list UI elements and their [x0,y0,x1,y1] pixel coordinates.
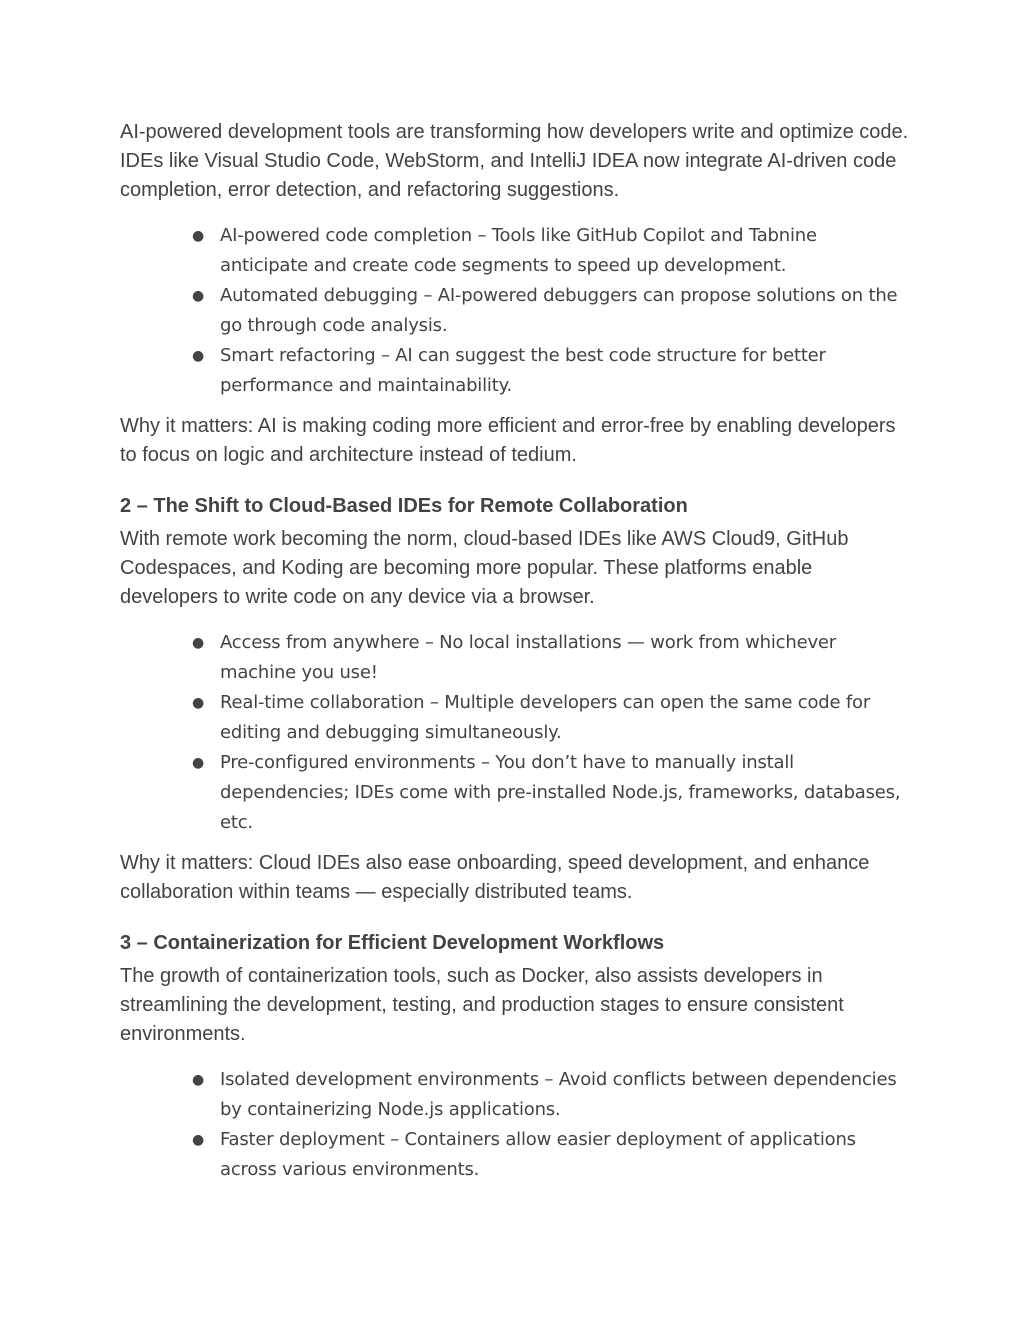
cloud-ides-why-paragraph: Why it matters: Cloud IDEs also ease onboarding, speed development, and enhance collaboration within teams — especially distributed teams. [120,852,870,903]
list-item [120,341,910,401]
list-item [120,1065,910,1125]
bullet-dot-icon: ● [192,755,205,771]
bullet-dot-icon: ● [192,1072,205,1088]
list-item-text: Faster deployment – Containers allow easier deployment of applications across various environments. [220,1129,856,1180]
ai-tools-list [120,221,910,401]
list-item-text: AI-powered code completion – Tools like GitHub Copilot and Tabnine anticipate and create code segments to speed up development. [220,225,817,276]
list-item [120,628,910,688]
bullet-dot-icon: ● [192,1132,205,1148]
bullet-dot-icon: ● [192,228,205,244]
list-item-text: Pre-configured environments – You don’t have to manually install dependencies; IDEs come with pre-installed Node.js, frameworks, databases, etc. [220,752,901,833]
why-it-matters-paragraph: Why it matters: AI is making coding more efficient and error-free by enabling developers to focus on logic and architecture instead of tedium. [120,415,896,466]
cloud-ides-intro-paragraph: With remote work becoming the norm, cloud-based IDEs like AWS Cloud9, GitHub Codespaces, and Koding are becoming more popular. These platforms enable developers to write code on any device via a browser. [120,528,849,608]
list-item [120,1125,910,1185]
containerization-intro-paragraph: The growth of containerization tools, such as Docker, also assists developers in streamlining the development, testing, and production stages to ensure consistent environments. [120,965,844,1045]
cloud-ides-list [120,628,910,838]
list-item-text: Smart refactoring – AI can suggest the best code structure for better performance and maintainability. [220,345,826,396]
list-item [120,281,910,341]
list-item [120,688,910,748]
bullet-dot-icon: ● [192,635,205,651]
list-item-text: Automated debugging – AI-powered debuggers can propose solutions on the go through code analysis. [220,285,898,336]
bullet-dot-icon: ● [192,348,205,364]
section-heading-containerization: 3 – Containerization for Efficient Development Workflows [120,932,665,954]
containerization-list [120,1065,910,1185]
bullet-dot-icon: ● [192,695,205,711]
list-item [120,748,910,838]
list-item-text: Access from anywhere – No local installations — work from whichever machine you use! [220,632,836,683]
list-item-text: Isolated development environments – Avoid conflicts between dependencies by containerizing Node.js applications. [220,1069,897,1120]
section-heading-cloud-ides: 2 – The Shift to Cloud-Based IDEs for Remote Collaboration [120,495,688,517]
document-page [120,118,910,1185]
bullet-dot-icon: ● [192,288,205,304]
intro-paragraph: AI-powered development tools are transforming how developers write and optimize code. IDEs like Visual Studio Code, WebStorm, and IntelliJ IDEA now integrate AI-driven code completion, error detection, and refactoring suggestions. [120,121,909,201]
list-item-text: Real-time collaboration – Multiple developers can open the same code for editing and debugging simultaneously. [220,692,871,743]
list-item [120,221,910,281]
